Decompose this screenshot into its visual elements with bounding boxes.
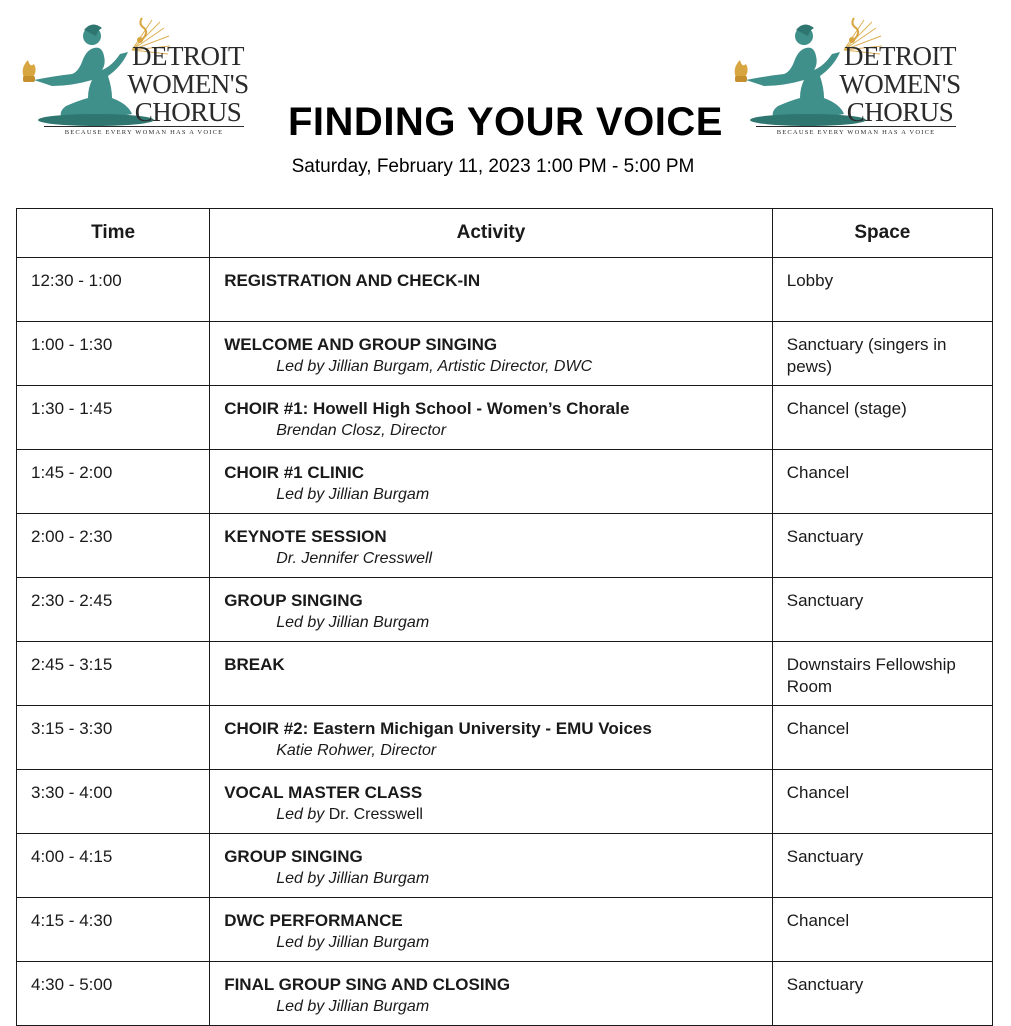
activity-leader: Katie Rohwer, Director [276, 742, 437, 759]
logo-line-3: CHORUS [134, 97, 242, 127]
table-row [17, 898, 993, 962]
activity-leader-prefix: Led by [276, 806, 325, 823]
cell-time: 4:30 - 5:00 [17, 962, 210, 1026]
activity-title: GROUP SINGING [224, 591, 363, 610]
cell-time: 2:00 - 2:30 [17, 514, 210, 578]
activity-title: DWC PERFORMANCE [224, 911, 403, 930]
activity-leader: Led by Jillian Burgam [276, 998, 430, 1015]
cell-time: 3:15 - 3:30 [17, 706, 210, 770]
cell-activity [210, 514, 773, 578]
cell-activity [210, 258, 773, 322]
cell-space: Sanctuary [772, 834, 992, 898]
activity-leader-name: Dr. Cresswell [328, 806, 423, 823]
cell-space: Sanctuary [772, 578, 992, 642]
table-row [17, 706, 993, 770]
activity-title: WELCOME AND GROUP SINGING [224, 335, 498, 354]
logo-line-1: DETROIT [132, 41, 244, 71]
table-row [17, 834, 993, 898]
table-row [17, 770, 993, 834]
table-row [17, 514, 993, 578]
activity-leader: Led by Jillian Burgam [276, 870, 430, 887]
cell-space: Downstairs Fellowship Room [772, 642, 992, 706]
activity-leader: Led by Jillian Burgam [276, 934, 430, 951]
cell-time: 1:45 - 2:00 [17, 450, 210, 514]
cell-activity [210, 770, 773, 834]
table-row [17, 258, 993, 322]
table-row [17, 386, 993, 450]
activity-leader: Led by Jillian Burgam, Artistic Director, DWC [276, 358, 593, 375]
activity-title: FINAL GROUP SING AND CLOSING [224, 975, 511, 994]
cell-activity [210, 962, 773, 1026]
cell-activity [210, 386, 773, 450]
cell-activity [210, 706, 773, 770]
activity-title: CHOIR #1: Howell High School - Women’s Chorale [224, 399, 630, 418]
column-header-activity: Activity [210, 209, 773, 258]
cell-time: 2:45 - 3:15 [17, 642, 210, 706]
cell-time: 2:30 - 2:45 [17, 578, 210, 642]
activity-title: CHOIR #1 CLINIC [224, 463, 364, 482]
cell-activity [210, 578, 773, 642]
cell-space: Chancel [772, 898, 992, 962]
cell-activity [210, 898, 773, 962]
cell-time: 1:00 - 1:30 [17, 322, 210, 386]
activity-title: BREAK [224, 655, 285, 674]
cell-time: 3:30 - 4:00 [17, 770, 210, 834]
cell-time: 12:30 - 1:00 [17, 258, 210, 322]
cell-activity [210, 834, 773, 898]
cell-space: Chancel [772, 450, 992, 514]
table-row [17, 962, 993, 1026]
logo-tagline: BECAUSE EVERY WOMAN HAS A VOICE [756, 126, 956, 136]
activity-title: GROUP SINGING [224, 847, 363, 866]
logo-line-3: CHORUS [846, 97, 954, 127]
column-header-time: Time [17, 209, 210, 258]
logo-line-2: WOMEN'S [127, 69, 249, 99]
cell-time: 4:00 - 4:15 [17, 834, 210, 898]
table-row [17, 578, 993, 642]
activity-leader: Led by Jillian Burgam [276, 614, 430, 631]
cell-space: Chancel [772, 706, 992, 770]
cell-activity [210, 450, 773, 514]
activity-leader [224, 804, 758, 826]
logo-line-2: WOMEN'S [839, 69, 961, 99]
activity-title: VOCAL MASTER CLASS [224, 783, 423, 802]
cell-space: Chancel (stage) [772, 386, 992, 450]
schedule-table [16, 208, 993, 1026]
cell-space: Sanctuary (singers in pews) [772, 322, 992, 386]
cell-time: 4:15 - 4:30 [17, 898, 210, 962]
activity-title: KEYNOTE SESSION [224, 527, 387, 546]
cell-activity [210, 322, 773, 386]
cell-space: Sanctuary [772, 962, 992, 1026]
activity-leader: Led by Jillian Burgam [276, 486, 430, 503]
table-header-row [17, 209, 993, 258]
activity-title: REGISTRATION AND CHECK-IN [224, 271, 481, 290]
activity-leader: Dr. Jennifer Cresswell [276, 550, 433, 567]
cell-time: 1:30 - 1:45 [17, 386, 210, 450]
cell-activity [210, 642, 773, 706]
cell-space: Chancel [772, 770, 992, 834]
event-date: Saturday, February 11, 2023 1:00 PM - 5:00 PM [291, 156, 695, 177]
table-row [17, 450, 993, 514]
cell-space: Lobby [772, 258, 992, 322]
page-title: FINDING YOUR VOICE [288, 100, 723, 144]
table-row [17, 642, 993, 706]
table-row [17, 322, 993, 386]
cell-space: Sanctuary [772, 514, 992, 578]
activity-leader: Brendan Closz, Director [276, 422, 447, 439]
column-header-space: Space [772, 209, 992, 258]
logo-tagline: BECAUSE EVERY WOMAN HAS A VOICE [44, 126, 244, 136]
activity-title: CHOIR #2: Eastern Michigan University - EMU Voices [224, 719, 652, 738]
logo-line-1: DETROIT [844, 41, 956, 71]
